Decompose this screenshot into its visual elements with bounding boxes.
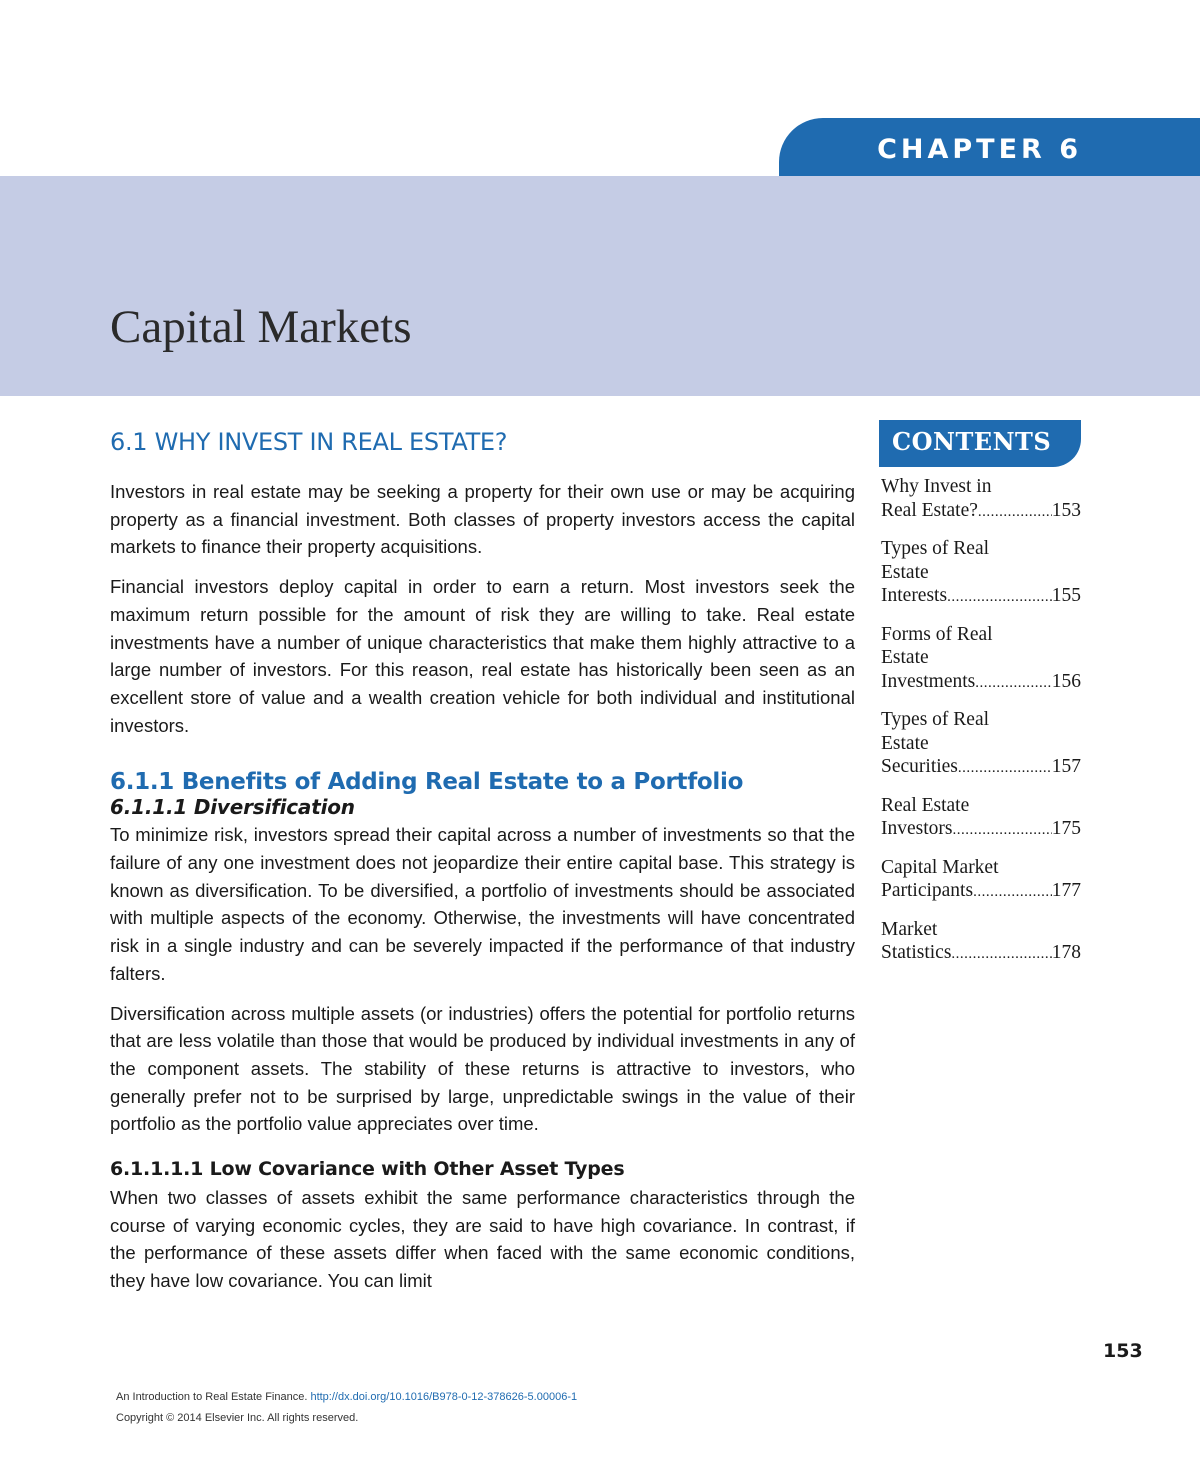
paragraph: To minimize risk, investors spread their capital across a number of investments so that the failure of any one investment does not jeopardize their entire capital base. This strategy is known as diversification. To be diversified, a portfolio of investments should be associated with multiple aspects of the economy. Otherwise, the investments will have concentrated risk in a single industry and can be severely impacted if the performance of that industry falters.: [110, 824, 855, 984]
dot-leader: [953, 817, 1052, 843]
contents-item[interactable]: [881, 537, 1081, 610]
contents-item-page: 156: [1051, 670, 1081, 692]
contents-item-line: Why Invest in: [881, 476, 992, 497]
page-number: 153: [1103, 1340, 1143, 1362]
chapter-tab: [779, 118, 1200, 178]
paragraph: When two classes of assets exhibit the same performance characteristics through the course of varying economic cycles, they are said to have high covariance. In contrast, if the performance of these assets differ when faced with the same economic conditions, they have low covariance. You can limit: [110, 1187, 855, 1292]
dot-leader: [947, 584, 1052, 610]
contents-item-line: Real Estate: [881, 794, 970, 816]
subsection-heading: 6.1.1 Benefits of Adding Real Estate to a Portfolio: [110, 769, 744, 796]
contents-item-label: Interests: [881, 585, 948, 606]
contents-item-last-line: [881, 584, 1081, 610]
dot-leader: [951, 941, 1051, 967]
contents-item-label: Investments: [881, 670, 976, 692]
contents-item-line: Types of Real: [881, 709, 990, 730]
contents-item-line: Estate: [881, 732, 929, 754]
doi-link[interactable]: http://dx.doi.org/10.1016/B978-0-12-378626-5.00006-1: [310, 1391, 578, 1403]
contents-item[interactable]: [881, 475, 1081, 524]
contents-item-last-line: [881, 941, 1081, 967]
contents-item-page: 178: [1051, 942, 1081, 963]
contents-item[interactable]: [881, 708, 1081, 781]
footer-copyright: Copyright © 2014 Elsevier Inc. All rights reserved.: [116, 1412, 359, 1424]
paragraph: Financial investors deploy capital in order to earn a return. Most investors seek the maximum return possible for the amount of risk they are willing to take. Real estate investments have a number of unique characteristics that make them highly attractive to a large number of investors. For this reason, real estate has historically been seen as an excellent store of value and a wealth creation vehicle for both individual and institutional investors.: [110, 576, 855, 736]
contents-header: [879, 420, 1081, 467]
dot-leader: [978, 499, 1052, 525]
contents-item[interactable]: [881, 856, 1081, 905]
contents-list: [881, 475, 1081, 980]
footer: [116, 1387, 577, 1429]
contents-item[interactable]: [881, 918, 1081, 967]
contents-title: CONTENTS: [892, 427, 1052, 456]
contents-item-line: Forms of Real: [881, 623, 993, 645]
contents-item-page: 177: [1051, 880, 1081, 901]
footer-book-title: An Introduction to Real Estate Finance.: [116, 1391, 308, 1403]
contents-item-page: 155: [1051, 585, 1081, 606]
contents-item-page: 153: [1051, 499, 1081, 521]
contents-item[interactable]: [881, 794, 1081, 843]
contents-item[interactable]: [881, 623, 1081, 696]
paragraph: Investors in real estate may be seeking a property for their own use or may be acquiring property as a financial investment. Both classes of property investors access the capital markets to finance their property acquisitions.: [110, 481, 855, 558]
contents-item-line: Estate: [881, 647, 929, 668]
dot-leader: [958, 755, 1052, 781]
contents-item-label: Securities: [881, 756, 958, 777]
contents-item-label: Real Estate?: [881, 499, 978, 521]
contents-item-last-line: [881, 879, 1081, 905]
main-text: [110, 420, 855, 1295]
footer-citation: [116, 1387, 577, 1408]
contents-item-page: 157: [1051, 756, 1081, 777]
section-heading: 6.1 WHY INVEST IN REAL ESTATE?: [110, 428, 508, 456]
dot-leader: [975, 670, 1052, 696]
contents-item-label: Investors: [881, 818, 953, 839]
chapter-title: Capital Markets: [110, 301, 412, 353]
contents-item-line: Types of Real: [881, 538, 990, 559]
contents-item-last-line: [881, 817, 1081, 843]
dot-leader: [973, 879, 1052, 905]
paragraph-heading: 6.1.1.1.1 Low Covariance with Other Asset Types: [110, 1158, 625, 1181]
contents-item-page: 175: [1051, 818, 1081, 839]
contents-item-last-line: [881, 755, 1081, 781]
paragraph: Diversification across multiple assets (or industries) offers the potential for portfolio returns that are less volatile than those that would be produced by individual investments in any of the component assets. The stability of these returns is attractive to investors, who generally prefer not to be surprised by large, unpredictable swings in the value of their portfolio as the portfolio value appreciates over time.: [110, 1002, 855, 1135]
contents-item-line: Capital Market: [881, 856, 999, 878]
contents-item-line: Estate: [881, 561, 929, 583]
contents-item-last-line: [881, 670, 1081, 696]
title-band: [0, 176, 1200, 396]
contents-item-last-line: [881, 499, 1081, 525]
contents-item-label: Statistics: [881, 942, 952, 963]
chapter-label: CHAPTER 6: [877, 134, 1082, 165]
contents-item-line: Market: [881, 918, 938, 940]
contents-item-label: Participants: [881, 880, 974, 901]
subsubsection-heading: 6.1.1.1 Diversification: [110, 795, 355, 820]
